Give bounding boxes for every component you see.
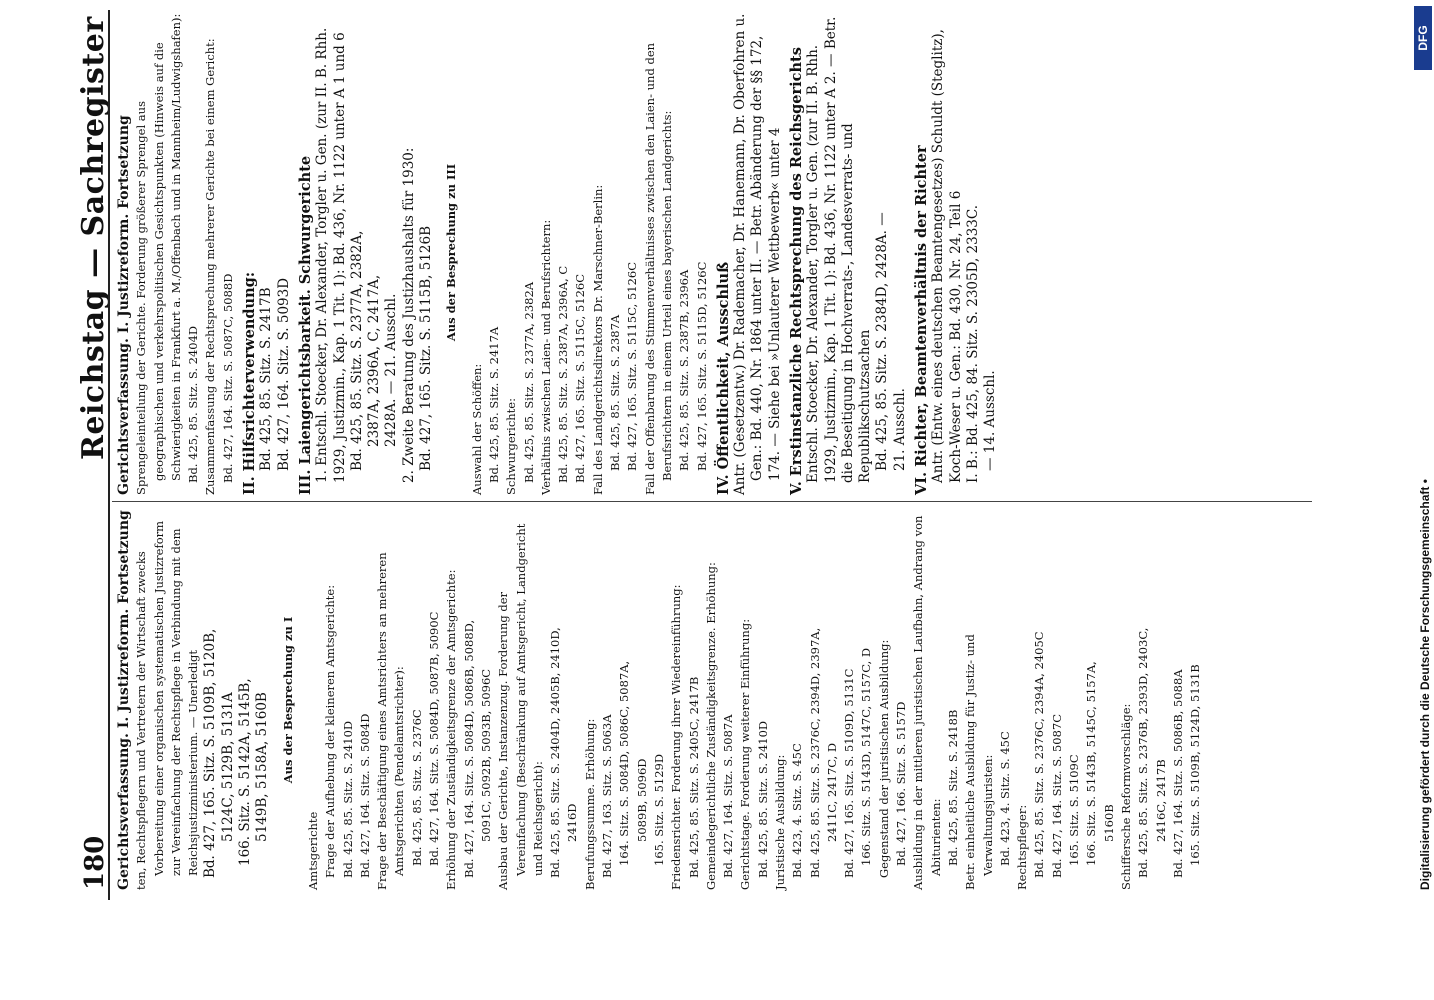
col2-line: 1. Entschl. Stoecker, Dr. Alexander, Torgler u. Gen. (zur II. B. Rhh. 1929, Justizmin., Kap. 1 Tit. 1): Bd. 436, Nr. 1122 unter A 1 und 6 [314,27,348,483]
col1-line: Amtsgerichte [305,811,320,890]
col2-line: Bd. 427, 165. Sitz. S. 5115D, 5126C [694,261,709,471]
col1-line: Bd. 425, 85. Sitz. S. 2376B, 2393D, 2403C, [1136,627,1151,878]
col1-line: Bd. 425, 85. Sitz. S. 2376C, 2394A, 2405C [1032,631,1047,878]
col1-line: Rechtspfleger: [1015,804,1030,890]
col1-line: 5091C, 5092B, 5093B, 5096C [478,668,493,842]
col1-line: Bd. 427, 165. Sitz. S. 5109D, 5131C [842,668,857,878]
col1-line: Betr. einheitliche Ausbildung für Justiz- und Verwaltungsjuristen: [963,634,995,890]
col1-line: Bd. 427, 165. Sitz. S. 5109B, 5120B, [202,628,219,878]
col1-line: Bd. 425, 85. Sitz. S. 2405C, 2417B [686,676,701,878]
col1-line: Schiffersche Reformvorschläge: [1118,703,1133,890]
col2-line: Bd. 425, 85. Sitz. S. 2387B, 2396A [677,269,692,471]
col2-line: Bd. 425, 85. Sitz. S. 2377A, 2382A [521,281,536,483]
col1-line: Bd. 427, 164. Sitz. S. 5084D, 5087B, 5090C [427,611,442,866]
col1-line: Erhöhung der Zuständigkeitsgrenze der Amtsgerichte: [444,569,459,890]
col2-line: Verhältnis zwischen Laien- und Berufsrichtern: [538,219,553,495]
col1-line: Bd. 423, 4. Sitz. S. 45C [997,731,1012,866]
col2-line: Zusammenfassung der Rechtsprechung mehrerer Gerichte bei einem Gericht: [203,38,218,495]
col1-line: 2411C, 2417C, D [824,742,839,842]
col2-line: Bd. 427, 164. Sitz. S. 5093D [275,277,292,471]
col1-line: Bd. 425, 85. Sitz. S. 2376C, 2394D, 2397A, [807,627,822,878]
right-column [116,10,1000,495]
col1-line: 165. Sitz. S. 5129D [651,753,666,866]
col2-line: Entschl. Stoecker, Dr. Alexander, Torgler u. Gen. (zur II. B. Rhh. 1929, Justizmin., Kap. 1 Tit. 1): Bd. 436, Nr. 1122 unter A 2. — Betr. die Beseitigung in Hochverrats-, Landesverrats- und Republikschutzsachen [805,16,874,483]
col1-line: Bd. 427, 164. Sitz. S. 5087A [721,714,736,878]
col1-line: Gerichtsverfassung. I. Justizreform. Fortsetzung [116,510,132,890]
col1-line: Frage der Aufhebung der kleineren Amtsgerichte: [323,584,338,878]
col1-line: Frage der Beschäftigung eines Amtsrichters an mehreren Amtsgerichten (Pendelamtsrichter): [375,552,407,890]
col2-line: Antr. (Entw. eines deutschen Beamtengesetzes) Schuldt (Steglitz), Koch-Weser u. Gen.: Bd. 430, Nr. 24, Teil 6 [930,29,964,483]
col1-line: 166. Sitz. S. 5143D, 5147C, 5157C, D [859,647,874,866]
col2-line: Auswahl der Schöffen: [469,363,484,495]
col2-line: 2428A. — 21. Ausschl. [383,293,400,447]
col2-line: Schwurgerichte: [504,398,519,495]
col1-line: Bd. 427, 164. Sitz. S. 5084D [357,713,372,878]
col1-line: Bd. 425, 85. Sitz. S. 2410D [340,720,355,878]
col1-line: Bd. 425, 85. Sitz. S. 2410D [755,720,770,878]
col1-line: Juristische Ausbildung: [772,754,787,890]
col1-line: 2416D [565,803,580,842]
col1-line: 165. Sitz. S. 5109B, 5124D, 5131B [1188,664,1203,866]
col2-line: 2. Zweite Beratung des Justizhaushalts für 1930: [400,147,417,483]
col2-line: I. B.: Bd. 425, 84. Sitz. S. 2305D, 2333C. [964,204,981,483]
col2-line: Bd. 427, 165. Sitz. S. 5115B, 5126B [418,225,435,471]
col1-line: Gemeindegerichtliche Zuständigkeitsgrenze. Erhöhung: [703,562,718,890]
col2-line: Bd. 427, 165. Sitz. S. 5115C, 5126C [625,261,640,471]
col1-line: Bd. 425, 85. Sitz. S. 2418B [945,709,960,866]
col2-line: Bd. 427, 164. Sitz. S. 5087C, 5088D [220,273,235,483]
col1-line: 165. Sitz. S. 5109C [1067,754,1082,866]
dfg-logo: DFG [1414,6,1432,70]
header-rule [108,10,110,900]
col2-line: V. Erstinstanzliche Rechtsprechung des Reichsgerichts [787,47,805,495]
col1-line: Bd. 427, 164. Sitz. S. 5086B, 5088A [1170,669,1185,878]
col1-line: Ausbau der Gerichte, Instanzenzug. Forderung der Vereinfachung (Beschränkung auf Amtsgericht, Landgericht und Reichsgericht): [496,523,545,890]
col2-line: Bd. 425, 85. Sitz. S. 2387A, 2396A, C [556,265,571,483]
col2-line: Bd. 425, 85. Sitz. S. 2417A [486,326,501,483]
col1-line: Ausbildung in der mittleren juristischen Laufbahn, Andrang von Abiturienten: [911,515,943,890]
col2-line: Fall der Offenbarung des Stimmenverhältnisses zwischen den Laien- und den Berufsrichtern in einem Urteil eines bayerischen Landgerichts: [642,42,674,495]
col1-line: Bd. 427, 166. Sitz. S. 5157D [894,701,909,866]
col1-line: 166. Sitz. S. 5143B, 5145C, 5157A, [1084,661,1099,866]
col1-line: Bd. 425, 85. Sitz. S. 2404D, 2405B, 2410D, [548,627,563,878]
col1-line: Gerichtstage. Forderung weiterer Einführung: [738,618,753,890]
col2-line: 21. Ausschl. [891,388,908,471]
col2-line: VI. Richter, Beamtenverhältnis der Richter [913,145,931,495]
col1-line: Bd. 427, 164. Sitz. S. 5084D, 5086B, 5088D, [461,619,476,878]
col2-line: 2387A, 2396A, C, 2417A, [366,274,383,447]
running-head: Reichstag — Sachregister [76,16,111,460]
left-column [116,510,1204,890]
col1-line: 5160B [1101,804,1116,842]
col2-line: III. Laiengerichtsbarkeit. Schwurgerichte [296,155,314,495]
page-number: 180 [80,835,110,890]
col2-line: Bd. 425, 85. Sitz. S. 2377A, 2382A, [348,230,365,471]
col1-line: Gegenstand der juristischen Ausbildung: [876,639,891,878]
col1-line: 5149B, 5158A, 5160B [254,692,271,842]
col1-line: Bd. 423, 4. Sitz. S. 45C [790,743,805,878]
col2-line: Sprengeleinteilung der Gerichte. Forderung größerer Sprengel aus geographischen und verkehrspolitischen Gesichtspunkten (Hinweis auf die Schwierigkeiten in Frankfurt a. M./Offenbach und in Mannheim/Ludwigshafen): [134,13,183,495]
col1-line: Berufungssumme. Erhöhung: [582,718,597,890]
col1-line: 164. Sitz. S. 5084D, 5086C, 5087A, [617,660,632,866]
col2-line: — 14. Ausschl. [982,370,999,471]
col1-line: ten, Rechtspflegern und Vertretern der Wirtschaft zwecks Vorbereitung einer organischen systematischen Justizreform zur Vereinfachung der Rechtspflege in Verbindung mit dem Reichsjustizministerium. — Unerledigt [134,520,201,890]
col1-line: 5124C, 5129B, 5131A [219,692,236,842]
col2-line: Antr. (Gesetzentw.) Dr. Rademacher, Dr. Hanemann, Dr. Oberfohren u. Gen.: Bd. 440, Nr. 1864 unter II. — Betr. Abänderung der §§ 172, 174. — Siehe bei »Unlauterer Wettbewerb« unter 4 [732,13,783,495]
col2-line: Gerichtsverfassung. I. Justizreform. Fortsetzung [116,115,132,495]
col1-line: Friedensrichter. Forderung ihrer Wiedereinführung: [669,584,684,890]
col2-line: Bd. 425, 85. Sitz. S. 2387A [608,314,623,471]
col2-line: Bd. 427, 165. Sitz. S. 5115C, 5126C [573,273,588,483]
col2-line: Bd. 425, 85. Sitz. S. 2384D, 2428A. — [874,212,891,471]
col2-line: Bd. 425, 85. Sitz. S. 2417B [258,287,275,471]
col1-line: Aus der Besprechung zu I [280,616,295,784]
col1-line: Bd. 427, 163. Sitz. S. 5063A [600,714,615,878]
col1-line: 5089B, 5096D [634,758,649,842]
digitization-note: Digitalisierung gefördert durch die Deutsche Forschungsgemeinschaft • [1418,479,1432,890]
col2-line: Aus der Besprechung zu III [444,163,459,342]
col2-line: II. Hilfsrichterverwendung: [241,271,259,495]
col2-line: IV. Öffentlichkeit, Ausschluß [714,261,732,495]
col1-line: Bd. 427, 164. Sitz. S. 5087C [1049,713,1064,878]
col2-line: Fall des Landgerichtsdirektors Dr. Marschner-Berlin: [590,184,605,495]
col1-line: 2416C, 2417B [1153,759,1168,842]
column-divider [112,501,1312,502]
col2-line: Bd. 425, 85. Sitz. S. 2404D [186,325,201,483]
col1-line: Bd. 425, 85. Sitz. S. 2376C [409,709,424,866]
page-header [76,0,116,1000]
col1-line: 166. Sitz. S. 5142A, 5145B, [237,678,254,866]
